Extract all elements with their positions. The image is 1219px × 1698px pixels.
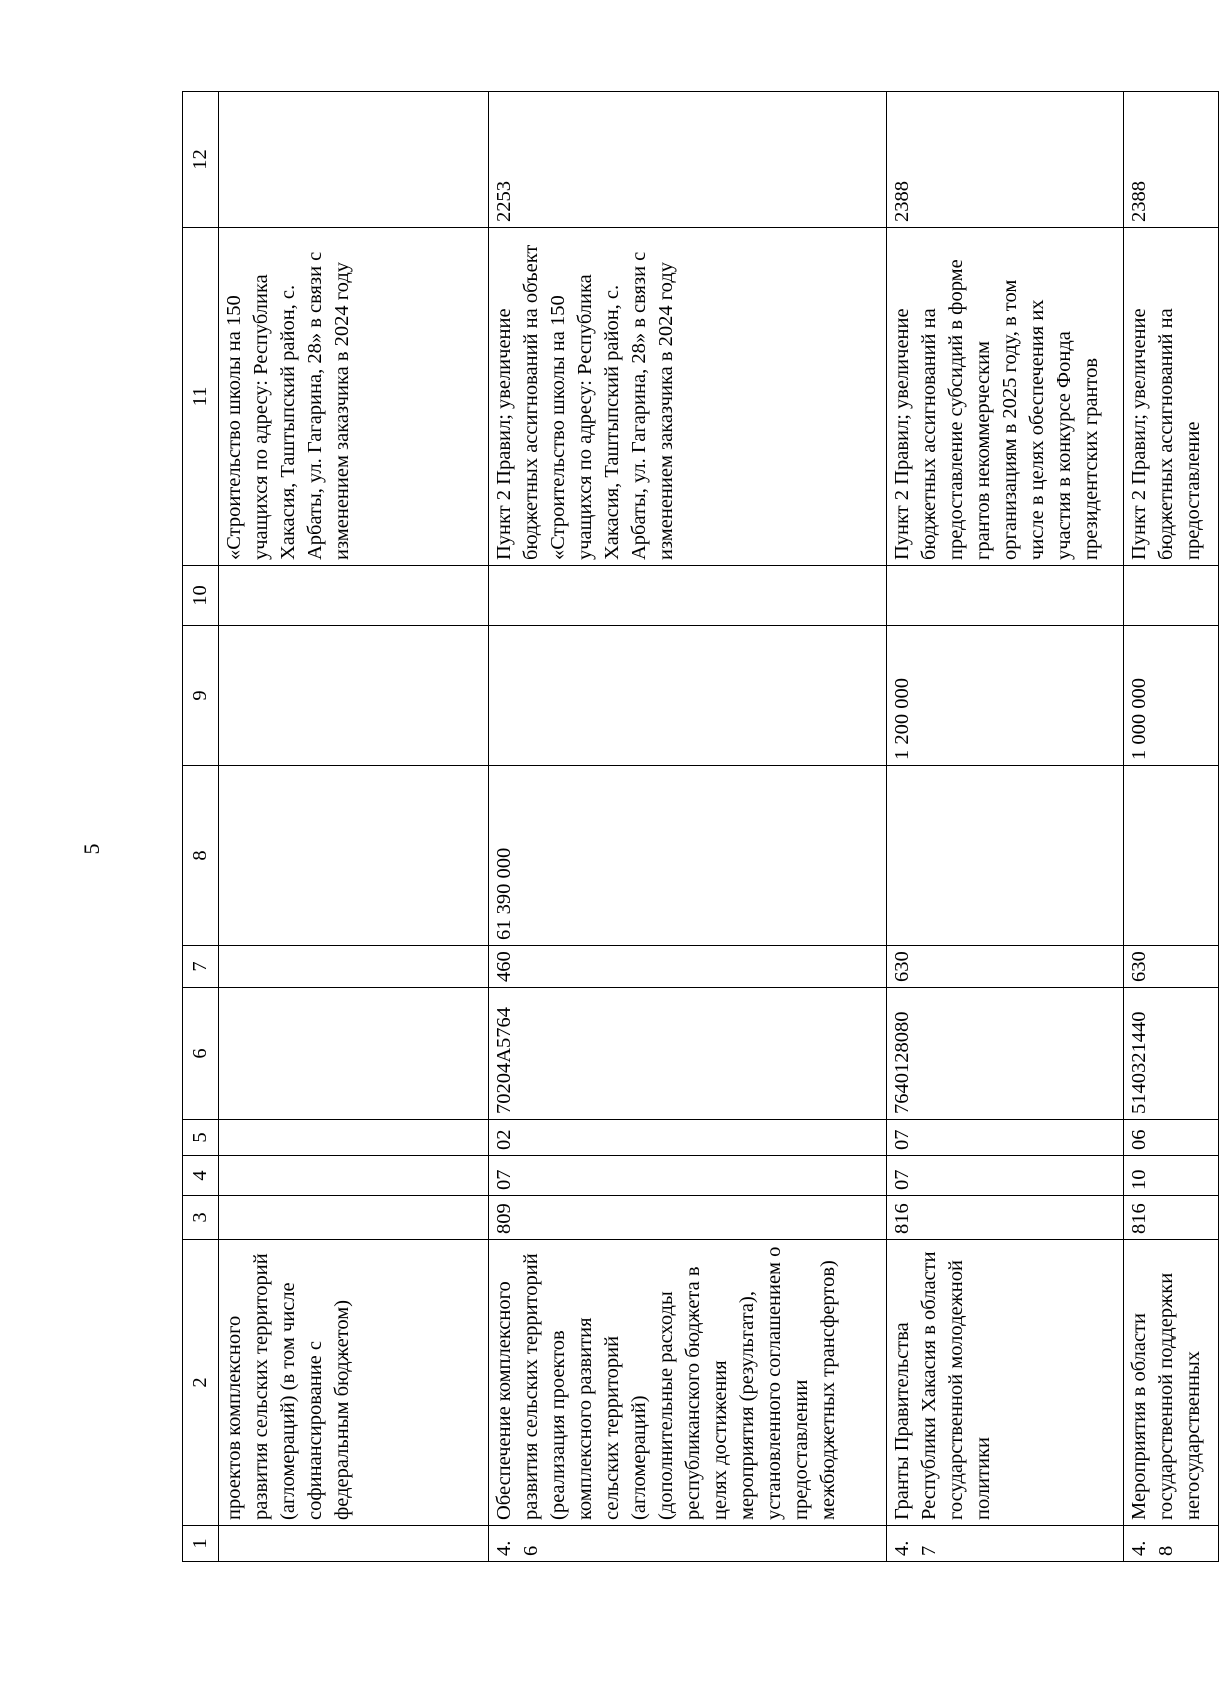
column-header: 4: [183, 1156, 219, 1196]
subsection-cell: 06: [1124, 1120, 1219, 1156]
code-cell: 816: [1124, 1196, 1219, 1240]
column-header: 2: [183, 1240, 219, 1526]
page-number: 5: [79, 843, 104, 855]
column-header: 6: [183, 988, 219, 1120]
basis-cell: Пункт 2 Правил; увеличение бюджетных ассигнований на объект «Строительство школы на 150 учащихся по адресу: Республика Хакасия, Таштыпский район, с. Арбаты, ул. Гагарина, 28» в связи с изменением заказчика в 2024 году: [489, 228, 887, 566]
code-12-cell: 2388: [1124, 92, 1219, 228]
code-12-cell: [219, 92, 489, 228]
row-number-cell: 4.8: [1124, 1526, 1219, 1562]
subsection-cell: [219, 1120, 489, 1156]
amount-cell: 1 200 000: [887, 626, 1124, 766]
code-cell: 816: [887, 1196, 1124, 1240]
amount-cell: [1124, 566, 1219, 626]
row-number-cell: 4.6: [489, 1526, 887, 1562]
section-cell: [219, 1156, 489, 1196]
table-row: [887, 92, 1124, 1562]
column-header: 10: [183, 566, 219, 626]
target-article-cell: 7640128080: [887, 988, 1124, 1120]
expense-type-cell: 630: [1124, 946, 1219, 988]
column-header: 11: [183, 228, 219, 566]
amount-cell: [887, 566, 1124, 626]
column-header: 7: [183, 946, 219, 988]
subsection-cell: 02: [489, 1120, 887, 1156]
amount-cell: [1124, 766, 1219, 946]
expense-type-cell: 460: [489, 946, 887, 988]
code-12-cell: 2388: [887, 92, 1124, 228]
amount-cell: [887, 766, 1124, 946]
amount-cell: 61 390 000: [489, 766, 887, 946]
table-row: [1124, 92, 1219, 1562]
basis-cell: Пункт 2 Правил; увеличение бюджетных ассигнований на предоставление: [1124, 228, 1219, 566]
table-row: [219, 92, 489, 1562]
description-cell: проектов комплексного развития сельских территорий (агломераций) (в том числе софинансирование с федеральным бюджетом): [219, 1240, 489, 1526]
rotated-table-container: [182, 92, 1204, 1562]
description-cell: Мероприятия в области государственной поддержки негосударственных: [1124, 1240, 1219, 1526]
budget-table: [182, 91, 1219, 1562]
table-row: [489, 92, 887, 1562]
column-header: 1: [183, 1526, 219, 1562]
target-article-cell: 70204А5764: [489, 988, 887, 1120]
target-article-cell: [219, 988, 489, 1120]
expense-type-cell: [219, 946, 489, 988]
amount-cell: 1 000 000: [1124, 626, 1219, 766]
table-header-row: [183, 92, 219, 1562]
amount-cell: [219, 626, 489, 766]
basis-cell: Пункт 2 Правил; увеличение бюджетных ассигнований на предоставление субсидий в форме грантов некоммерческим организациям в 2025 году, в том числе в целях обеспечения их участия в конкурсе Фонда президентских грантов: [887, 228, 1124, 566]
code-cell: 809: [489, 1196, 887, 1240]
code-12-cell: 2253: [489, 92, 887, 228]
amount-cell: [219, 766, 489, 946]
column-header: 5: [183, 1120, 219, 1156]
section-cell: 07: [489, 1156, 887, 1196]
section-cell: 07: [887, 1156, 1124, 1196]
description-cell: Обеспечение комплексного развития сельских территорий (реализация проектов комплексного развития сельских территорий (агломераций) (дополнительные расходы республиканского бюджета в целях достижения мероприятия (результата), установленного соглашением о предоставлении межбюджетных трансфертов): [489, 1240, 887, 1526]
code-cell: [219, 1196, 489, 1240]
amount-cell: [219, 566, 489, 626]
expense-type-cell: 630: [887, 946, 1124, 988]
amount-cell: [489, 626, 887, 766]
section-cell: 10: [1124, 1156, 1219, 1196]
row-number-cell: [219, 1526, 489, 1562]
column-header: 9: [183, 626, 219, 766]
column-header: 12: [183, 92, 219, 228]
subsection-cell: 07: [887, 1120, 1124, 1156]
target-article-cell: 5140321440: [1124, 988, 1219, 1120]
description-cell: Гранты Правительства Республики Хакасия в области государственной молодежной политики: [887, 1240, 1124, 1526]
amount-cell: [489, 566, 887, 626]
basis-cell: «Строительство школы на 150 учащихся по адресу: Республика Хакасия, Таштыпский район, с. Арбаты, ул. Гагарина, 28» в связи с изменением заказчика в 2024 году: [219, 228, 489, 566]
column-header: 8: [183, 766, 219, 946]
row-number-cell: 4.7: [887, 1526, 1124, 1562]
column-header: 3: [183, 1196, 219, 1240]
